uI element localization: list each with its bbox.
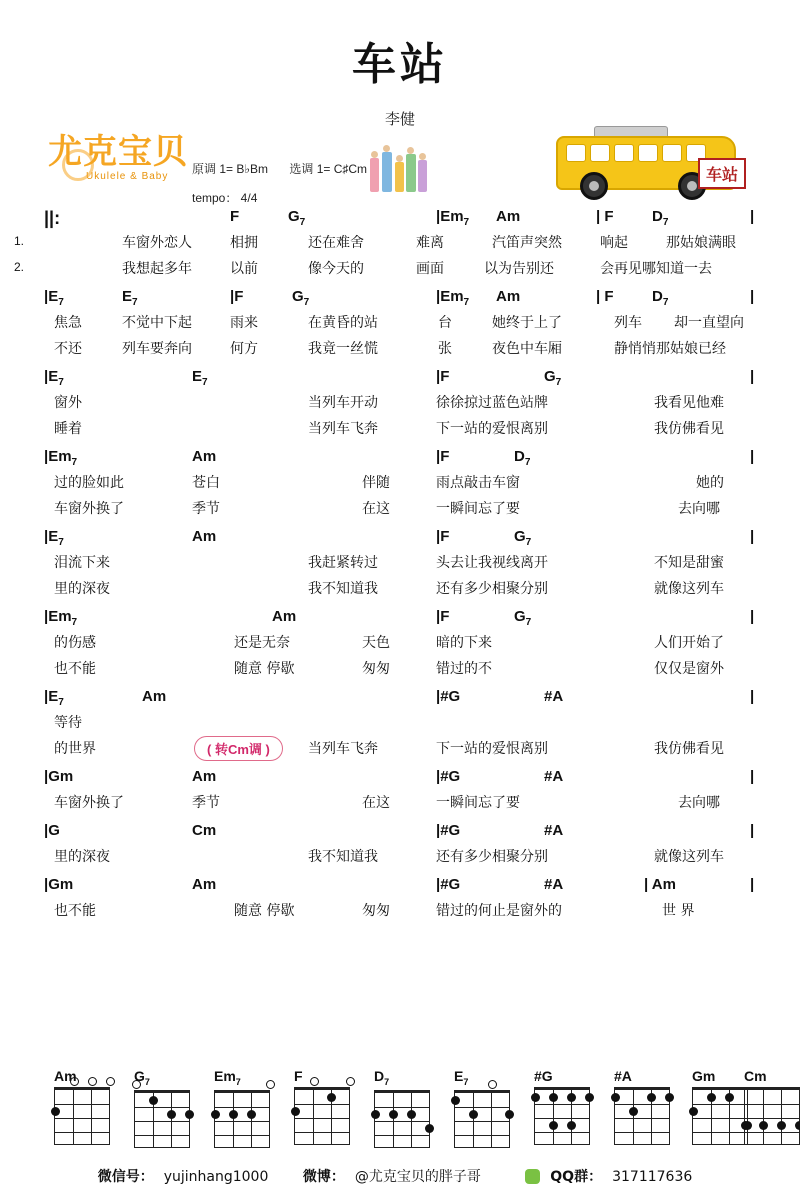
wechat-label: 微信号： <box>97 1169 154 1185</box>
chord-symbol: |#G <box>436 876 461 893</box>
chord-system <box>44 448 760 524</box>
lyric-text: 下一站的爱恨离别 <box>436 741 548 757</box>
logo-subtext: Ukulele & Baby <box>86 171 169 182</box>
chord-symbol: $|E_7$ <box>44 528 64 548</box>
lyric-text: 车窗外换了 <box>54 795 124 811</box>
lyric-text: 头去让我视线离开 <box>436 555 548 571</box>
finger-dot <box>469 1110 478 1119</box>
lyric-text: 她终于上了 <box>492 315 562 331</box>
lyric-text: 我想起多年 <box>122 261 192 277</box>
finger-dot <box>629 1107 638 1116</box>
lyric-text: 等待 <box>54 715 82 731</box>
lyric-text: 车窗外恋人 <box>122 235 192 251</box>
lyric-text: 以为告别还 <box>484 261 554 277</box>
finger-dot <box>247 1110 256 1119</box>
chord-symbol: | <box>750 368 755 385</box>
lyric-text: 随意 停歇 <box>234 661 295 677</box>
lyric-line <box>44 338 760 364</box>
finger-dot <box>211 1110 220 1119</box>
wechat-contact <box>98 1169 283 1185</box>
chord-diagram <box>454 1068 516 1148</box>
lyric-text: 当列车飞奔 <box>308 741 378 757</box>
chord-symbol: |F <box>230 288 244 305</box>
chord-symbol: $|E_7$ <box>44 368 64 388</box>
chord-diagram <box>54 1068 116 1145</box>
lyric-line <box>44 738 760 764</box>
open-string-marker <box>132 1080 141 1089</box>
chord-symbol: Am <box>192 448 217 465</box>
finger-dot <box>725 1093 734 1102</box>
page-title: 车站 <box>352 39 448 90</box>
lyric-text: 台 <box>438 315 452 331</box>
lyric-text: 不还 <box>54 341 82 357</box>
finger-dot <box>451 1096 460 1105</box>
chord-symbol: $|Em_7$ <box>436 288 470 308</box>
lyric-text: 何方 <box>230 341 258 357</box>
weibo-value: @尤克宝贝的胖子哥 <box>354 1169 481 1185</box>
chord-symbol: Am <box>192 528 217 545</box>
verse-number: 2. <box>14 260 25 274</box>
lyric-text: 我竟一丝慌 <box>308 341 378 357</box>
chord-diagram <box>614 1068 676 1145</box>
chord-symbol: $|Em_7$ <box>44 448 78 468</box>
chord-diagram-name: Am <box>54 1068 77 1084</box>
lyric-line <box>44 498 760 524</box>
lyric-text: 张 <box>438 341 452 357</box>
lyric-text: 一瞬间忘了要 <box>436 501 520 517</box>
finger-dot <box>291 1107 300 1116</box>
lyric-line <box>44 632 760 658</box>
finger-dot <box>647 1093 656 1102</box>
qq-label: QQ群： <box>550 1169 603 1185</box>
chord-diagram-name: $G_7$ <box>134 1068 150 1087</box>
chord-diagram-name: $Em_7$ <box>214 1068 241 1087</box>
lyric-line <box>44 392 760 418</box>
finger-dot <box>505 1110 514 1119</box>
lyric-text: 里的深夜 <box>54 849 110 865</box>
chord-diagram <box>294 1068 356 1145</box>
lyric-text: 去向哪 <box>678 501 720 517</box>
lyric-text: 就像这列车 <box>654 849 724 865</box>
finger-dot <box>567 1121 576 1130</box>
chord-system <box>44 688 760 764</box>
lyric-line <box>44 552 760 578</box>
lyric-text: 在这 <box>362 501 390 517</box>
finger-dot <box>777 1121 786 1130</box>
chord-diagram <box>214 1068 276 1148</box>
lyric-text: 我仿佛看见 <box>654 741 724 757</box>
chord-symbol: Am <box>192 876 217 893</box>
lyric-text: 她的 <box>696 475 724 491</box>
chord-diagram-name: Gm <box>692 1068 716 1084</box>
chord-symbol: Am <box>272 608 297 625</box>
lyric-text: 难离 <box>416 235 444 251</box>
chord-symbol: Am <box>192 768 217 785</box>
open-string-marker <box>88 1077 97 1086</box>
fretboard-grid <box>744 1087 800 1145</box>
chord-symbol: | <box>750 688 755 705</box>
chord-symbol: | Am <box>644 876 676 893</box>
qq-value: 317117636 <box>612 1169 693 1185</box>
finger-dot <box>167 1110 176 1119</box>
lyric-text: 那姑娘满眼 <box>666 235 736 251</box>
lyric-text: 在这 <box>362 795 390 811</box>
chord-symbol: |F <box>436 608 450 625</box>
lyric-text: 在黄昏的站 <box>308 315 378 331</box>
finger-dot <box>549 1093 558 1102</box>
chord-line <box>44 528 760 552</box>
qq-contact <box>515 1169 702 1185</box>
chord-symbol: $|E_7$ <box>44 688 64 708</box>
lyric-text: 会再见哪知道一去 <box>600 261 712 277</box>
lyric-text: 响起 <box>600 235 628 251</box>
chord-symbol: |#G <box>436 822 461 839</box>
chord-diagram <box>534 1068 596 1145</box>
finger-dot <box>51 1107 60 1116</box>
lyric-text: 错过的不 <box>436 661 492 677</box>
lyric-text: 匆匆 <box>362 661 390 677</box>
wechat-value: yujinhang1000 <box>163 1169 269 1185</box>
chord-symbol: |Gm <box>44 768 74 785</box>
chord-symbol: #A <box>544 876 564 893</box>
chord-symbol: Am <box>142 688 167 705</box>
chord-diagram <box>134 1068 196 1148</box>
key-change-badge: ( 转Cm调 ) <box>194 736 283 761</box>
chord-symbol: | <box>750 768 755 785</box>
lyric-text: 却一直望向 <box>674 315 744 331</box>
lyric-text: 徐徐掠过蓝色站牌 <box>436 395 548 411</box>
chord-diagram-name: $D_7$ <box>374 1068 390 1087</box>
finger-dot <box>389 1110 398 1119</box>
open-string-marker <box>70 1077 79 1086</box>
chord-system <box>44 528 760 604</box>
chord-diagram-name: #A <box>614 1068 632 1084</box>
lyric-text: 伴随 <box>362 475 390 491</box>
chord-symbol: | <box>750 448 755 465</box>
chord-symbol: | <box>750 876 755 893</box>
finger-dot <box>741 1121 750 1130</box>
chord-symbol: |F <box>436 368 450 385</box>
chord-symbol: | <box>750 608 755 625</box>
lyric-text: 焦急 <box>54 315 82 331</box>
people-illustration-icon <box>368 130 430 192</box>
chord-lyric-body <box>14 208 760 930</box>
chord-symbol: $G_7$ <box>514 528 532 548</box>
finger-dot <box>229 1110 238 1119</box>
fretboard-grid <box>374 1090 430 1148</box>
footer-contacts <box>0 1166 800 1186</box>
lyric-text: 一瞬间忘了要 <box>436 795 520 811</box>
lyric-text: 还在难舍 <box>308 235 364 251</box>
lyric-text: 像今天的 <box>308 261 364 277</box>
chord-line <box>44 288 760 312</box>
lyric-text: 季节 <box>192 501 220 517</box>
chord-system <box>14 208 760 284</box>
fretboard-grid <box>134 1090 190 1148</box>
chord-system <box>44 822 760 872</box>
lyric-line <box>44 472 760 498</box>
lyric-text: 以前 <box>230 261 258 277</box>
chord-symbol: $G_7$ <box>292 288 310 308</box>
finger-dot <box>759 1121 768 1130</box>
chord-symbol: | F <box>596 208 614 225</box>
chord-symbol: $|Em_7$ <box>44 608 78 628</box>
finger-dot <box>585 1093 594 1102</box>
chord-line <box>44 768 760 792</box>
chord-symbol: $G_7$ <box>514 608 532 628</box>
chord-symbol: $|Em_7$ <box>436 208 470 228</box>
lyric-text: 错过的何止是窗外的 <box>436 903 562 919</box>
fretboard-grid <box>454 1090 510 1148</box>
chord-symbol: Am <box>496 288 521 305</box>
chord-symbol: |G <box>44 822 60 839</box>
finger-dot <box>567 1093 576 1102</box>
chord-system <box>44 368 760 444</box>
lyric-text: 列车要奔向 <box>122 341 192 357</box>
lyric-text: 汽笛声突然 <box>492 235 562 251</box>
lyric-text: 睡着 <box>54 421 82 437</box>
chord-symbol: F <box>230 208 240 225</box>
chord-line <box>44 822 760 846</box>
fretboard-grid <box>54 1087 110 1145</box>
lyric-text: 过的脸如此 <box>54 475 124 491</box>
finger-dot <box>795 1121 800 1130</box>
lyric-line <box>44 792 760 818</box>
chord-diagram-name: F <box>294 1068 303 1084</box>
lyric-text: 列车 <box>614 315 642 331</box>
chord-symbol: Am <box>496 208 521 225</box>
lyric-line <box>44 658 760 684</box>
logo-text: 尤克宝贝 <box>48 132 188 172</box>
lyric-text: 夜色中车厢 <box>492 341 562 357</box>
lyric-text: 我仿佛看见 <box>654 421 724 437</box>
lyric-text: 也不能 <box>54 903 96 919</box>
chord-diagram-name: #G <box>534 1068 553 1084</box>
lyric-text: 里的深夜 <box>54 581 110 597</box>
chord-symbol: |F <box>436 528 450 545</box>
lyric-text: 泪流下来 <box>54 555 110 571</box>
finger-dot <box>371 1110 380 1119</box>
lyric-text: 世 界 <box>662 903 695 919</box>
finger-dot <box>185 1110 194 1119</box>
key-info <box>192 160 385 206</box>
chord-diagram-name: $E_7$ <box>454 1068 469 1087</box>
chord-symbol: #A <box>544 688 564 705</box>
lyric-text: 的世界 <box>54 741 96 757</box>
chord-system <box>44 768 760 818</box>
chord-diagram-row <box>44 1068 767 1164</box>
finger-dot <box>665 1093 674 1102</box>
lyric-text: 相拥 <box>230 235 258 251</box>
chord-symbol: $D_7$ <box>652 208 669 228</box>
chord-symbol: | <box>750 288 755 305</box>
lyric-text: 还有多少相聚分别 <box>436 581 548 597</box>
fretboard-grid <box>692 1087 748 1145</box>
lyric-text: 雨点敲击车窗 <box>436 475 520 491</box>
finger-dot <box>327 1093 336 1102</box>
chord-symbol: #A <box>544 768 564 785</box>
lyric-text: 还有多少相聚分别 <box>436 849 548 865</box>
lyric-text: 不觉中下起 <box>122 315 192 331</box>
brand-logo <box>48 132 188 193</box>
lyric-text: 仅仅是窗外 <box>654 661 724 677</box>
chord-symbol: |Gm <box>44 876 74 893</box>
finger-dot <box>531 1093 540 1102</box>
finger-dot <box>149 1096 158 1105</box>
lyric-text: 就像这列车 <box>654 581 724 597</box>
fretboard-grid <box>534 1087 590 1145</box>
open-string-marker <box>346 1077 355 1086</box>
lyric-text: 不知是甜蜜 <box>654 555 724 571</box>
lyric-text: 也不能 <box>54 661 96 677</box>
chord-system <box>44 608 760 684</box>
chord-symbol: $G_7$ <box>544 368 562 388</box>
qq-badge-icon <box>525 1169 540 1184</box>
logo-ring-icon <box>62 149 94 181</box>
finger-dot <box>549 1121 558 1130</box>
chord-symbol: Cm <box>192 822 217 839</box>
lyric-text: 人们开始了 <box>654 635 724 651</box>
lyric-text: 随意 停歇 <box>234 903 295 919</box>
chord-symbol: | <box>750 528 755 545</box>
chord-symbol: |#G <box>436 688 461 705</box>
lyric-text: 静悄悄那姑娘已经 <box>614 341 726 357</box>
fretboard-grid <box>294 1087 350 1145</box>
lyric-text: 我看见他难 <box>654 395 724 411</box>
lyric-text: 下一站的爱恨离别 <box>436 421 548 437</box>
open-string-marker <box>488 1080 497 1089</box>
finger-dot <box>425 1124 434 1133</box>
lyric-line <box>14 258 760 284</box>
chord-symbol: | <box>750 822 755 839</box>
fretboard-grid <box>614 1087 670 1145</box>
chord-line <box>44 608 760 632</box>
finger-dot <box>689 1107 698 1116</box>
chord-symbol: $E_7$ <box>192 368 208 388</box>
weibo-contact <box>303 1169 495 1185</box>
chord-line <box>44 368 760 392</box>
chord-symbol: $|E_7$ <box>44 288 64 308</box>
lyric-line <box>44 578 760 604</box>
verse-number: 1. <box>14 234 25 248</box>
lyric-text: 我不知道我 <box>308 581 378 597</box>
lyric-text: 天色 <box>362 635 390 651</box>
repeat-sign: ||: <box>44 208 61 228</box>
chord-diagram <box>374 1068 436 1148</box>
finger-dot <box>611 1093 620 1102</box>
chord-symbol: |#G <box>436 768 461 785</box>
original-key: 原调 1= B♭Bm <box>192 162 269 176</box>
lyric-line <box>44 712 760 738</box>
bus-illustration-icon <box>548 118 748 204</box>
chord-system <box>44 876 760 926</box>
lyric-text: 去向哪 <box>678 795 720 811</box>
chord-symbol: $D_7$ <box>652 288 669 308</box>
lyric-text: 季节 <box>192 795 220 811</box>
chord-line <box>44 876 760 900</box>
lyric-text: 当列车飞奔 <box>308 421 378 437</box>
lyric-text: 苍白 <box>192 475 220 491</box>
finger-dot <box>407 1110 416 1119</box>
lyric-text: 雨来 <box>230 315 258 331</box>
composer-name: 李健 <box>384 111 415 128</box>
weibo-label: 微博： <box>302 1169 345 1185</box>
chord-line <box>44 448 760 472</box>
chord-symbol: |F <box>436 448 450 465</box>
lyric-line <box>44 418 760 444</box>
chord-system <box>44 288 760 364</box>
lyric-text: 还是无奈 <box>234 635 290 651</box>
lyric-text: 窗外 <box>54 395 82 411</box>
lyric-text: 当列车开动 <box>308 395 378 411</box>
lyric-text: 画面 <box>416 261 444 277</box>
play-key: 选调 1= C♯Cm <box>289 162 368 176</box>
lyric-text: 我不知道我 <box>308 849 378 865</box>
lyric-line <box>14 232 760 258</box>
lyric-text: 我赶紧转过 <box>308 555 378 571</box>
chord-line <box>44 688 760 712</box>
open-string-marker <box>266 1080 275 1089</box>
open-string-marker <box>310 1077 319 1086</box>
chord-symbol: #A <box>544 822 564 839</box>
lyric-line <box>44 846 760 872</box>
lyric-text: 车窗外换了 <box>54 501 124 517</box>
chord-line <box>44 208 760 232</box>
chord-diagram <box>744 1068 800 1145</box>
lyric-text: 的伤感 <box>54 635 96 651</box>
chord-diagram-name: Cm <box>744 1068 767 1084</box>
chord-symbol: | F <box>596 288 614 305</box>
fretboard-grid <box>214 1090 270 1148</box>
chord-symbol: $G_7$ <box>288 208 306 228</box>
finger-dot <box>707 1093 716 1102</box>
open-string-marker <box>106 1077 115 1086</box>
tempo: tempo： 4/4 <box>192 191 258 205</box>
bus-sign-label: 车站 <box>698 158 746 189</box>
chord-symbol: | <box>750 208 755 225</box>
chord-symbol: $D_7$ <box>514 448 531 468</box>
lyric-line <box>44 900 760 926</box>
chord-symbol: $E_7$ <box>122 288 138 308</box>
lyric-text: 暗的下来 <box>436 635 492 651</box>
lyric-text: 匆匆 <box>362 903 390 919</box>
lyric-line <box>44 312 760 338</box>
